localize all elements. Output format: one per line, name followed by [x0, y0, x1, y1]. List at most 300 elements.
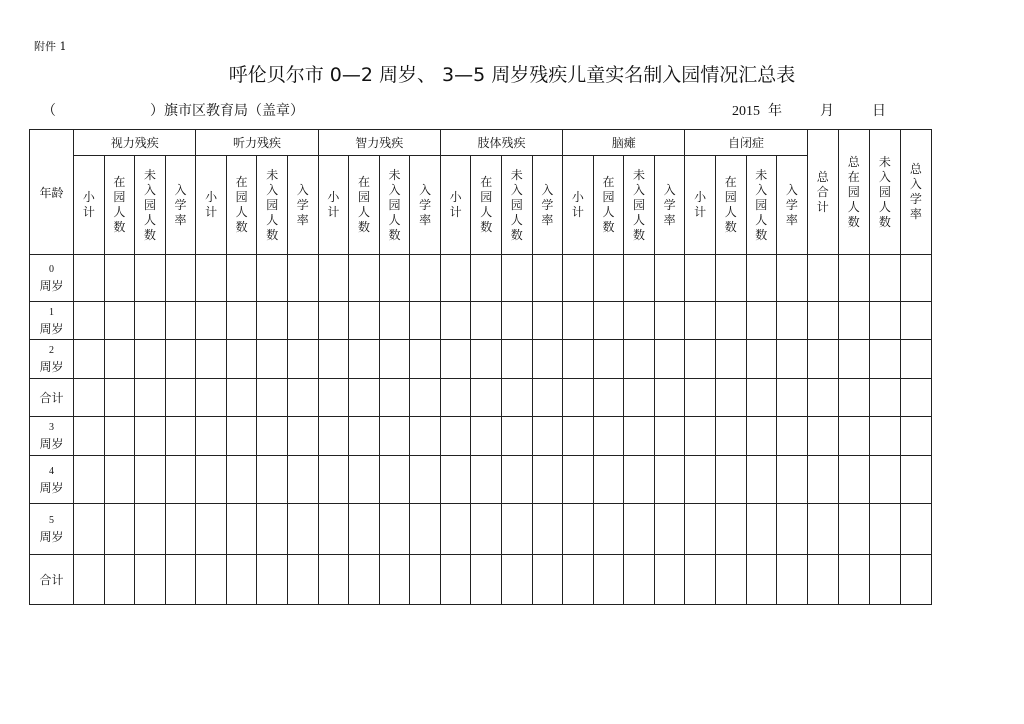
data-cell[interactable]: [410, 555, 441, 605]
data-cell[interactable]: [532, 379, 563, 417]
data-cell[interactable]: [135, 255, 166, 302]
data-cell[interactable]: [440, 255, 471, 302]
data-cell[interactable]: [563, 255, 594, 302]
sub-header: [624, 156, 655, 255]
data-cell[interactable]: [624, 504, 655, 555]
data-cell[interactable]: [471, 417, 502, 456]
data-cell[interactable]: [135, 417, 166, 456]
sub-header: [563, 156, 594, 255]
data-cell[interactable]: [379, 302, 410, 340]
data-cell[interactable]: [440, 417, 471, 456]
data-cell[interactable]: [349, 379, 380, 417]
data-cell[interactable]: [196, 340, 227, 379]
data-cell[interactable]: [410, 255, 441, 302]
data-cell[interactable]: [74, 456, 105, 504]
data-cell[interactable]: [471, 302, 502, 340]
data-cell[interactable]: [288, 302, 319, 340]
table-row: [30, 504, 932, 555]
data-cell[interactable]: [777, 379, 808, 417]
data-cell[interactable]: [165, 379, 196, 417]
data-cell[interactable]: [685, 302, 716, 340]
bureau-label: ）旗市区教育局（盖章）: [150, 103, 304, 119]
data-cell[interactable]: [746, 504, 777, 555]
data-cell[interactable]: [257, 379, 288, 417]
data-cell[interactable]: [196, 555, 227, 605]
data-cell[interactable]: [624, 379, 655, 417]
data-cell[interactable]: [746, 302, 777, 340]
data-cell[interactable]: [869, 504, 900, 555]
data-cell[interactable]: [715, 456, 746, 504]
row-age-text: 周岁: [39, 360, 64, 374]
sub-header-label: 小计: [327, 190, 340, 219]
data-cell[interactable]: [379, 504, 410, 555]
data-cell[interactable]: [104, 417, 135, 456]
data-cell[interactable]: [777, 302, 808, 340]
total-header-label: 总入学率: [909, 162, 922, 221]
row-age-number: 3: [49, 422, 55, 433]
data-cell[interactable]: [288, 379, 319, 417]
total-header-label: 未入园人数: [878, 154, 891, 229]
data-cell[interactable]: [226, 555, 257, 605]
data-cell[interactable]: [807, 504, 838, 555]
row-age-label: [30, 456, 74, 504]
data-cell[interactable]: [349, 456, 380, 504]
table-row: [30, 555, 932, 605]
data-cell[interactable]: [349, 417, 380, 456]
data-cell[interactable]: [74, 555, 105, 605]
data-cell[interactable]: [746, 555, 777, 605]
data-cell[interactable]: [900, 302, 931, 340]
data-cell[interactable]: [440, 456, 471, 504]
data-cell[interactable]: [563, 302, 594, 340]
row-age-number: 1: [49, 306, 55, 318]
data-cell[interactable]: [869, 255, 900, 302]
data-cell[interactable]: [715, 255, 746, 302]
data-cell[interactable]: [379, 555, 410, 605]
data-cell[interactable]: [318, 555, 349, 605]
data-cell[interactable]: [838, 504, 869, 555]
data-cell[interactable]: [196, 504, 227, 555]
sub-header-label: 小计: [694, 190, 707, 219]
data-cell[interactable]: [777, 340, 808, 379]
data-cell[interactable]: [379, 456, 410, 504]
data-cell[interactable]: [502, 417, 533, 456]
data-cell[interactable]: [349, 255, 380, 302]
sub-header: [196, 156, 227, 255]
data-cell[interactable]: [593, 504, 624, 555]
data-cell[interactable]: [318, 379, 349, 417]
data-cell[interactable]: [502, 379, 533, 417]
data-cell[interactable]: [807, 379, 838, 417]
data-cell[interactable]: [746, 417, 777, 456]
data-cell[interactable]: [135, 302, 166, 340]
sub-header: [502, 156, 533, 255]
data-cell[interactable]: [900, 504, 931, 555]
data-cell[interactable]: [288, 417, 319, 456]
data-cell[interactable]: [624, 417, 655, 456]
data-cell[interactable]: [440, 340, 471, 379]
data-cell[interactable]: [593, 302, 624, 340]
data-cell[interactable]: [777, 417, 808, 456]
data-cell[interactable]: [593, 340, 624, 379]
data-cell[interactable]: [593, 255, 624, 302]
data-cell[interactable]: [226, 255, 257, 302]
data-cell[interactable]: [471, 255, 502, 302]
data-cell[interactable]: [746, 340, 777, 379]
data-cell[interactable]: [410, 417, 441, 456]
data-cell[interactable]: [563, 379, 594, 417]
data-cell[interactable]: [869, 379, 900, 417]
data-cell[interactable]: [715, 417, 746, 456]
data-cell[interactable]: [502, 255, 533, 302]
data-cell[interactable]: [624, 255, 655, 302]
data-cell[interactable]: [715, 379, 746, 417]
data-cell[interactable]: [318, 456, 349, 504]
row-age-number: 5: [49, 515, 55, 526]
date-line: [732, 100, 894, 120]
category-header: 视力残疾: [74, 130, 196, 156]
data-cell[interactable]: [624, 340, 655, 379]
data-cell[interactable]: [654, 302, 685, 340]
sub-header: [685, 156, 716, 255]
data-cell[interactable]: [807, 302, 838, 340]
category-header: 自闭症: [685, 130, 807, 156]
sub-header: [135, 156, 166, 255]
data-cell[interactable]: [104, 379, 135, 417]
data-cell[interactable]: [563, 504, 594, 555]
category-header: 听力残疾: [196, 130, 318, 156]
sub-header-label: 未入园人数: [143, 167, 156, 242]
sub-header-label: 入学率: [663, 182, 676, 227]
data-cell[interactable]: [104, 555, 135, 605]
data-cell[interactable]: [624, 302, 655, 340]
data-cell[interactable]: [440, 504, 471, 555]
table-row: [30, 255, 932, 302]
data-cell[interactable]: [869, 456, 900, 504]
data-cell[interactable]: [379, 417, 410, 456]
data-cell[interactable]: [900, 555, 931, 605]
data-cell[interactable]: [288, 555, 319, 605]
data-cell[interactable]: [257, 555, 288, 605]
sub-header: [715, 156, 746, 255]
category-header: 肢体残疾: [440, 130, 562, 156]
data-cell[interactable]: [410, 456, 441, 504]
data-cell[interactable]: [135, 340, 166, 379]
row-age-label: [30, 379, 74, 417]
data-cell[interactable]: [532, 504, 563, 555]
data-cell[interactable]: [471, 504, 502, 555]
data-cell[interactable]: [135, 456, 166, 504]
sub-header: [777, 156, 808, 255]
data-cell[interactable]: [257, 417, 288, 456]
data-cell[interactable]: [165, 504, 196, 555]
sub-header: [74, 156, 105, 255]
data-cell[interactable]: [563, 456, 594, 504]
header-subline: [42, 100, 942, 122]
data-cell[interactable]: [135, 555, 166, 605]
sub-header-label: 在园人数: [113, 175, 126, 234]
data-cell[interactable]: [777, 456, 808, 504]
data-cell[interactable]: [288, 504, 319, 555]
data-cell[interactable]: [715, 340, 746, 379]
data-cell[interactable]: [165, 456, 196, 504]
data-cell[interactable]: [226, 456, 257, 504]
data-cell[interactable]: [349, 340, 380, 379]
data-cell[interactable]: [165, 340, 196, 379]
data-cell[interactable]: [135, 504, 166, 555]
data-cell[interactable]: [869, 417, 900, 456]
sub-header-label: 入学率: [785, 182, 798, 227]
data-cell[interactable]: [165, 555, 196, 605]
data-cell[interactable]: [226, 379, 257, 417]
data-cell[interactable]: [502, 340, 533, 379]
sub-header: [654, 156, 685, 255]
data-cell[interactable]: [471, 379, 502, 417]
sub-header: [318, 156, 349, 255]
data-cell[interactable]: [532, 255, 563, 302]
data-cell[interactable]: [196, 379, 227, 417]
data-cell[interactable]: [654, 504, 685, 555]
data-cell[interactable]: [502, 456, 533, 504]
row-age-text: 周岁: [39, 530, 64, 544]
data-cell[interactable]: [593, 379, 624, 417]
data-cell[interactable]: [502, 555, 533, 605]
sub-header: [746, 156, 777, 255]
data-cell[interactable]: [349, 504, 380, 555]
data-cell[interactable]: [869, 302, 900, 340]
total-header: [900, 130, 931, 255]
sub-header-label: 在园人数: [357, 175, 370, 234]
data-cell[interactable]: [349, 302, 380, 340]
sub-header-label: 在园人数: [602, 175, 615, 234]
data-cell[interactable]: [379, 255, 410, 302]
data-cell[interactable]: [532, 340, 563, 379]
sub-header: [379, 156, 410, 255]
data-cell[interactable]: [196, 302, 227, 340]
data-cell[interactable]: [104, 255, 135, 302]
data-cell[interactable]: [593, 456, 624, 504]
sub-header: [257, 156, 288, 255]
data-cell[interactable]: [226, 504, 257, 555]
data-cell[interactable]: [318, 340, 349, 379]
data-cell[interactable]: [74, 302, 105, 340]
data-cell[interactable]: [502, 504, 533, 555]
row-age-label: [30, 555, 74, 605]
row-age-label: [30, 340, 74, 379]
data-cell[interactable]: [532, 302, 563, 340]
data-cell[interactable]: [563, 555, 594, 605]
data-cell[interactable]: [654, 555, 685, 605]
table-row: [30, 417, 932, 456]
data-cell[interactable]: [440, 302, 471, 340]
data-cell[interactable]: [471, 555, 502, 605]
data-cell[interactable]: [838, 417, 869, 456]
data-cell[interactable]: [165, 255, 196, 302]
sub-header-label: 小计: [449, 190, 462, 219]
data-cell[interactable]: [165, 302, 196, 340]
row-age-label: [30, 417, 74, 456]
data-cell[interactable]: [471, 340, 502, 379]
data-cell[interactable]: [532, 555, 563, 605]
data-cell[interactable]: [288, 456, 319, 504]
sub-header-label: 未入园人数: [266, 167, 279, 242]
data-cell[interactable]: [777, 255, 808, 302]
row-age-text: 周岁: [39, 279, 64, 293]
data-cell[interactable]: [74, 340, 105, 379]
data-cell[interactable]: [807, 456, 838, 504]
data-cell[interactable]: [563, 340, 594, 379]
data-cell[interactable]: [746, 379, 777, 417]
data-cell[interactable]: [685, 504, 716, 555]
table-row: [30, 340, 932, 379]
data-cell[interactable]: [257, 302, 288, 340]
data-cell[interactable]: [654, 255, 685, 302]
data-cell[interactable]: [900, 340, 931, 379]
total-header-label: 总合计: [816, 169, 829, 214]
row-age-text: 周岁: [39, 321, 64, 336]
total-header: [807, 130, 838, 255]
data-cell[interactable]: [838, 379, 869, 417]
sub-header-label: 小计: [571, 190, 584, 219]
data-cell[interactable]: [715, 555, 746, 605]
sub-header-label: 在园人数: [235, 175, 248, 234]
data-cell[interactable]: [869, 340, 900, 379]
data-cell[interactable]: [807, 340, 838, 379]
data-cell[interactable]: [318, 417, 349, 456]
sub-header-label: 未入园人数: [510, 167, 523, 242]
data-cell[interactable]: [715, 302, 746, 340]
data-cell[interactable]: [685, 456, 716, 504]
data-cell[interactable]: [135, 379, 166, 417]
row-age-number: 2: [49, 345, 55, 356]
data-cell[interactable]: [196, 417, 227, 456]
data-cell[interactable]: [379, 340, 410, 379]
data-cell[interactable]: [838, 555, 869, 605]
data-cell[interactable]: [502, 302, 533, 340]
data-cell[interactable]: [685, 379, 716, 417]
sub-header: [410, 156, 441, 255]
table-row: [30, 456, 932, 504]
data-cell[interactable]: [257, 504, 288, 555]
sub-header-label: 入学率: [541, 182, 554, 227]
data-cell[interactable]: [777, 504, 808, 555]
data-cell[interactable]: [257, 340, 288, 379]
data-cell[interactable]: [900, 456, 931, 504]
sub-header: [104, 156, 135, 255]
data-cell[interactable]: [685, 417, 716, 456]
data-cell[interactable]: [685, 555, 716, 605]
sub-header: [288, 156, 319, 255]
data-cell[interactable]: [777, 555, 808, 605]
data-cell[interactable]: [563, 417, 594, 456]
sub-header-label: 入学率: [296, 182, 309, 227]
row-age-text: 合计: [39, 572, 64, 587]
data-cell[interactable]: [318, 504, 349, 555]
data-cell[interactable]: [471, 456, 502, 504]
data-cell[interactable]: [593, 555, 624, 605]
data-cell[interactable]: [410, 302, 441, 340]
month-label: 月: [820, 104, 834, 119]
sub-header-label: 小计: [82, 190, 95, 219]
day-label: 日: [872, 104, 886, 119]
data-cell[interactable]: [593, 417, 624, 456]
row-age-text: 合计: [39, 390, 64, 405]
sub-header: [471, 156, 502, 255]
category-header: 脑瘫: [563, 130, 685, 156]
total-header: [869, 130, 900, 255]
data-cell[interactable]: [196, 255, 227, 302]
data-cell[interactable]: [379, 379, 410, 417]
data-cell[interactable]: [349, 555, 380, 605]
data-cell[interactable]: [624, 456, 655, 504]
data-cell[interactable]: [104, 340, 135, 379]
data-cell[interactable]: [226, 417, 257, 456]
data-cell[interactable]: [685, 340, 716, 379]
data-cell[interactable]: [104, 302, 135, 340]
sub-header-label: 小计: [205, 190, 218, 219]
data-cell[interactable]: [318, 302, 349, 340]
data-cell[interactable]: [440, 379, 471, 417]
data-cell[interactable]: [74, 255, 105, 302]
data-cell[interactable]: [900, 417, 931, 456]
page-title: 呼伦贝尔市 0—2 周岁、 3—5 周岁残疾儿童实名制入园情况汇总表: [228, 64, 796, 86]
data-cell[interactable]: [226, 340, 257, 379]
sub-header-label: 入学率: [419, 182, 432, 227]
data-cell[interactable]: [74, 417, 105, 456]
data-cell[interactable]: [838, 340, 869, 379]
data-cell[interactable]: [654, 340, 685, 379]
data-cell[interactable]: [410, 340, 441, 379]
data-cell[interactable]: [165, 417, 196, 456]
data-cell[interactable]: [838, 456, 869, 504]
data-cell[interactable]: [440, 555, 471, 605]
data-cell[interactable]: [807, 417, 838, 456]
row-age-number: 0: [49, 264, 55, 275]
data-cell[interactable]: [685, 255, 716, 302]
data-cell[interactable]: [900, 379, 931, 417]
data-cell[interactable]: [196, 456, 227, 504]
data-cell[interactable]: [654, 417, 685, 456]
data-cell[interactable]: [715, 504, 746, 555]
data-cell[interactable]: [104, 456, 135, 504]
data-cell[interactable]: [410, 504, 441, 555]
data-cell[interactable]: [807, 555, 838, 605]
data-cell[interactable]: [746, 255, 777, 302]
data-cell[interactable]: [869, 555, 900, 605]
data-cell[interactable]: [624, 555, 655, 605]
data-cell[interactable]: [900, 255, 931, 302]
data-cell[interactable]: [257, 255, 288, 302]
data-cell[interactable]: [74, 379, 105, 417]
data-cell[interactable]: [532, 456, 563, 504]
data-cell[interactable]: [654, 456, 685, 504]
data-cell[interactable]: [532, 417, 563, 456]
data-cell[interactable]: [74, 504, 105, 555]
data-cell[interactable]: [410, 379, 441, 417]
data-cell[interactable]: [838, 302, 869, 340]
data-cell[interactable]: [104, 504, 135, 555]
data-cell[interactable]: [288, 340, 319, 379]
data-cell[interactable]: [654, 379, 685, 417]
data-cell[interactable]: [746, 456, 777, 504]
data-cell[interactable]: [838, 255, 869, 302]
data-cell[interactable]: [257, 456, 288, 504]
data-cell[interactable]: [807, 255, 838, 302]
data-cell[interactable]: [226, 302, 257, 340]
data-cell[interactable]: [288, 255, 319, 302]
data-cell[interactable]: [318, 255, 349, 302]
sub-header-label: 入学率: [174, 182, 187, 227]
